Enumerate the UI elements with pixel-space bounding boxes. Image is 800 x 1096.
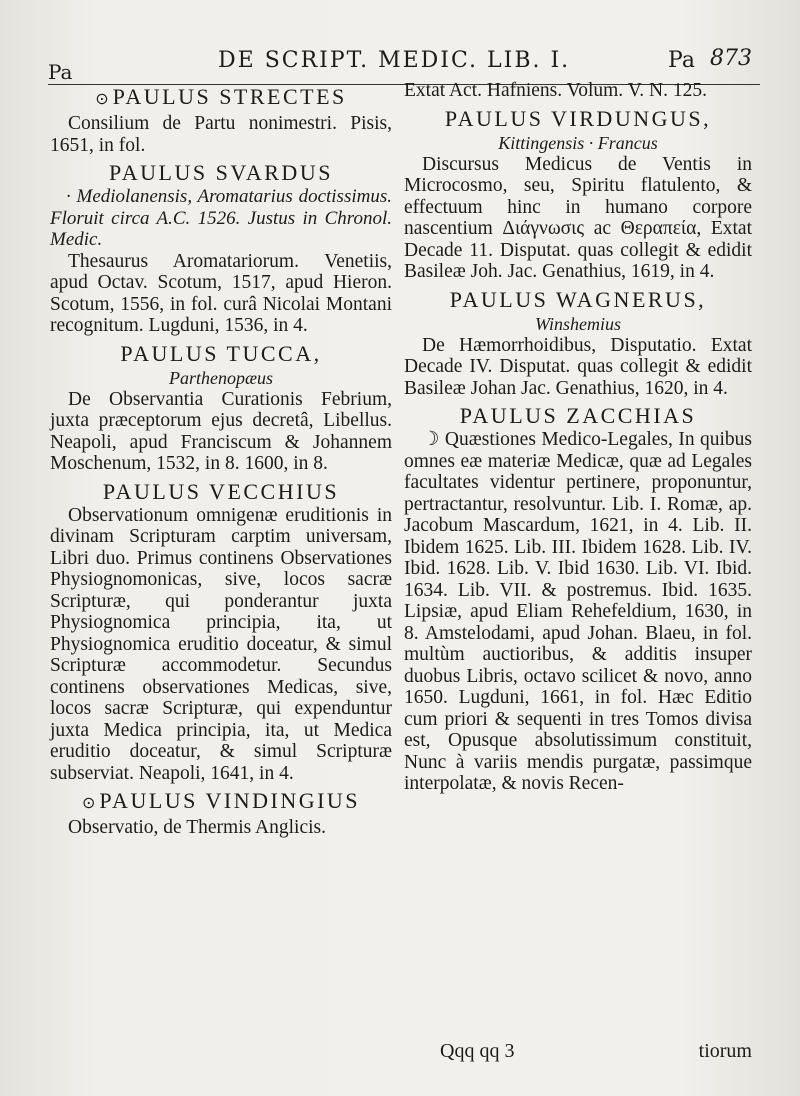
right-column [404,80,752,795]
entry-text: Observationum omnigenæ eruditionis in divinam Scripturam carptim universam, Libri duo. Primus continens Observationes Physiognomonicas, sive, locos sacræ Scripturæ, qui ponderantur juxta Physiognomica principia, ita, ut Physiognomica eruditio doceatur, & simul Scripturæ accommodetur. Secundus continens observationes Medicas, sive, locos sacræ Scripturæ, qui expenduntur juxta Medica principia, ita, ut Medica eruditio doceatur, & simul Scripturæ subserviat. Neapoli, 1641, in 4. [50,504,392,784]
entry-text: ☽ Quæstiones Medico-Legales, In quibus omnes eæ materiæ Medicæ, quæ ad Legales facultates videntur pertinere, proponuntur, pertractantur, resolvuntur. Lib. I. Romæ, ap. Jacobum Mascardum, 1621, in 4. Lib. II. Ibidem 1625. Lib. III. Ibidem 1628. Lib. IV. Ibid. 1628. Lib. V. Ibid 1630. Lib. VI. Ibid. 1634. Lib. VII. & postremus. Ibid. 1635. Lipsiæ, apud Eliam Rehefeldium, 1630, in 8. Amstelodami, apud Johan. Blaeu, in fol. multùm auctioribus, & additis insuper duobus Libris, octavo scilicet & novo, anno 1650. Lugduni, 1661, in fol. Hæc Editio cum priori & sequenti in tres Tomos divisa est, Opusque absolutissimum constituit, Nunc à variis mendis purgatæ, passimque interpolatæ, & novis Recen- [404,429,752,794]
entry-text: De Hæmorrhoidibus, Disputatio. Extat Decade IV. Disputat. quas collegit & edidit Basileæ Johan Jac. Genathius, 1620, in 4. [404,334,752,399]
signature-mark: Qqq qq 3 [440,1040,515,1062]
entry-text: Observatio, de Thermis Anglicis. [68,817,326,838]
entry-mark: ⊙ [95,91,109,108]
entry-heading: PAULUS SVARDUS [109,160,333,185]
left-column [50,80,392,839]
catchword: tiorum [698,1040,752,1062]
entry-text: Discursus Medicus de Ventis in Microcosmo, seu, Spiritu flatulento, & effectuum hinc in humano corpore nascentium Διάγνωσις ac Θεραπεία, Extat Decade 11. Disputat. quas collegit & edidit Basileæ Joh. Jac. Genathius, 1619, in 4. [404,153,752,282]
left-guide-word: Pa [48,60,73,84]
entry-description: · Mediolanensis, Aromatarius doctissimus. Floruit circa A.C. 1526. Justus in Chronol. Medic. [50,186,392,250]
entry-text: Extat Act. Hafniens. Volum. V. N. 125. [404,80,707,101]
entry-origin: Winshemius [534,313,621,334]
entry-mark: ⊙ [81,795,96,812]
entry-text: De Observantia Curationis Febrium, juxta præceptorum ejus decretâ, Libellus. Neapoli, apud Franciscum & Johannem Moschenum, 1532, in 8. 1600, in 8. [50,388,392,474]
entry-heading: PAULUS VIRDUNGUS, [444,105,712,131]
page-footer [404,1040,752,1064]
entry-heading: ⊙ PAULUS VINDINGIUS [81,788,361,813]
page-number: 873 [710,46,752,71]
entry-heading: PAULUS VECCHIUS [102,478,340,504]
entry-origin: Parthenopæus [168,367,273,388]
entry-heading: PAULUS TUCCA, [120,340,322,366]
running-title: DE SCRIPT. MEDIC. LIB. I. [218,48,571,73]
entry-heading: PAULUS ZACCHIAS [459,403,697,428]
entry-origin: Kittingensis · Francus [498,132,658,153]
right-guide-word: Pa [668,48,695,73]
running-head [48,44,760,85]
entry-heading: ⊙ PAULUS STRECTES [95,84,347,109]
entry-heading: PAULUS WAGNERUS, [449,286,707,312]
entry-text: Thesaurus Aromatariorum. Venetiis, apud Octav. Scotum, 1517, apud Hieron. Scotum, 1556, in fol. curâ Nicolai Montani recognitum. Lugduni, 1536, in 4. [50,250,392,336]
entry-text: Consilium de Partu nonimestri. Pisis, 1651, in fol. [50,113,392,156]
